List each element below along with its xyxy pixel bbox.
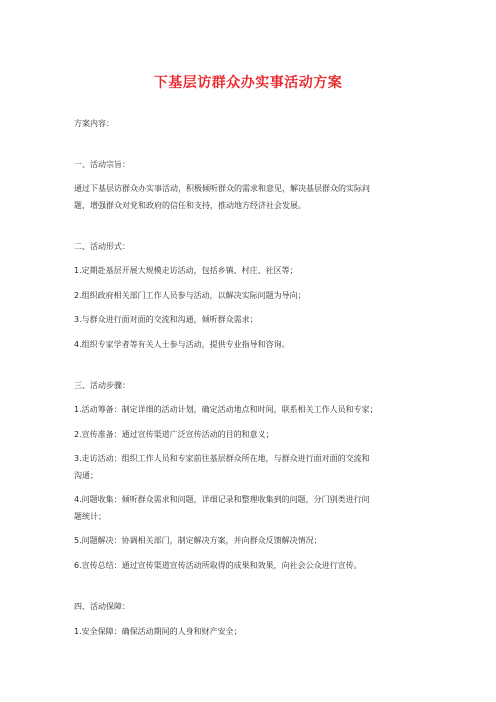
section-3-item-5: 5.问题解决：协调相关部门，制定解决方案，并向群众反馈解决情况； [74, 536, 322, 545]
section-2-heading: 二、活动形式： [74, 242, 130, 251]
section-2-item-4: 4.组织专家学者等有关人士参与活动，提供专业指导和咨询。 [74, 340, 290, 349]
section-3-item-4: 4.问题收集：倾听群众需求和问题，详细记录和整理收集到的问题，分门别类进行问 [74, 495, 370, 504]
section-1-line-2: 题，增强群众对党和政府的信任和支持，推动地方经济社会发展。 [74, 201, 306, 210]
section-3-item-3-cont: 沟通； [74, 471, 98, 480]
section-2-item-1: 1.定期赴基层开展大规模走访活动，包括乡镇、村庄、社区等； [74, 266, 298, 275]
intro-label: 方案内容： [74, 119, 114, 128]
section-4-heading: 四、活动保障： [74, 602, 130, 611]
section-3-item-1: 1.活动筹备：制定详细的活动计划，确定活动地点和时间，联系相关工作人员和专家； [74, 405, 378, 414]
section-3-item-2: 2.宣传准备：通过宣传渠道广泛宣传活动的目的和意义； [74, 430, 274, 439]
section-3-item-3: 3.走访活动：组织工作人员和专家前往基层群众所在地，与群众进行面对面的交流和 [74, 454, 370, 463]
section-2-item-2: 2.组织政府相关部门工作人员参与活动，以解决实际问题为导向； [74, 291, 306, 300]
section-1-line-1: 通过下基层访群众办实事活动，积极倾听群众的需求和意见，解决基层群众的实际问 [74, 184, 370, 193]
section-4-item-1: 1.安全保障：确保活动期间的人身和财产安全； [74, 627, 242, 636]
section-3-heading: 三、活动步骤： [74, 381, 130, 390]
section-3-item-6: 6.宣传总结：通过宣传渠道宣传活动所取得的成果和效果，向社会公众进行宣传。 [74, 561, 362, 570]
section-2-item-3: 3.与群众进行面对面的交流和沟通，倾听群众需求； [74, 315, 258, 324]
section-1-heading: 一、活动宗旨： [74, 160, 130, 169]
section-3-item-4-cont: 题统计； [74, 512, 106, 521]
document-title: 下基层访群众办实事活动方案 [153, 75, 343, 91]
